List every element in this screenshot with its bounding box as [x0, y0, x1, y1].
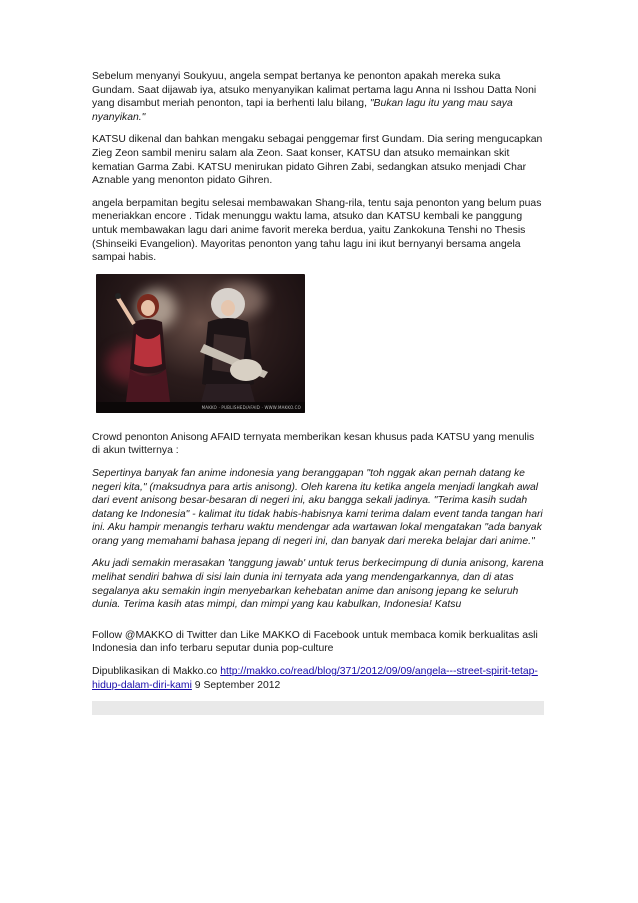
published-date: 9 September 2012	[191, 679, 281, 691]
published-prefix: Dipublikasikan di Makko.co	[92, 666, 221, 678]
performers-illustration	[96, 274, 305, 413]
article	[92, 70, 544, 715]
quote-paragraph-1: Sepertinya banyak fan anime indonesia yang beranggapan "toh nggak akan pernah datang ke negeri kita," (maksudnya para artis anisong). Oleh karena itu ketika angela menjadi langkah awal dari event anisong besar-besaran di negeri ini, aku bangga sekali jadinya. "Terima kasih sudah datang ke Indonesia" - kalimat itu tidak habis-habisnya kami terima dalam event tanda tangan hari ini. Aku hampir menangis terharu waktu mendengar ada wartawan lokal mengatakan "ada banyak orang yang memahami bahasa jepang di negeri ini, dan banyak dari mereka belajar dari anime."	[92, 467, 543, 547]
paragraph-1-text: Sebelum menyanyi Soukyuu, angela sempat bertanya ke penonton apakah mereka suka Gundam. Saat dijawab iya, atsuko menyanyikan kalimat pertama lagu Anna ni Isshou Datta Noni yang disambut meriah penonton, tapi ia berhenti lalu bilang,	[92, 71, 537, 110]
paragraph-2: KATSU dikenal dan bahkan mengaku sebagai penggemar first Gundam. Dia sering mengucapkan Zieg Zeon sambil meniru salam ala Zeon. Saat konser, KATSU dan atsuko memainkan skit kematian Garma Zabi. KATSU menirukan pidato Gihren Zabi, sedangkan atsuko menjadi Char Aznable yang menonton pidato Gihren.	[92, 134, 543, 187]
concert-photo	[96, 274, 305, 413]
quote-paragraph-2: Aku jadi semakin merasakan 'tanggung jawab' untuk terus berkecimpung di dunia anisong, karena melihat sendiri bahwa di sisi lain dunia ini ternyata ada yang mendengarkannya, dan di atas segalanya aku semakin ingin menyebarkan kehebatan anime dan anisong jepang ke seluruh dunia. Terima kasih atas mimpi, dan mimpi yang kau kabulkan, Indonesia! Katsu	[92, 558, 544, 611]
paragraph-4: Crowd penonton Anisong AFAID ternyata memberikan kesan khusus pada KATSU yang menulis di akun twitternya :	[92, 431, 535, 457]
photo-caption: MAKKO · PUBLISHED/AFAID · WWW.MAKKO.CO	[201, 404, 301, 410]
paragraph-1	[92, 70, 544, 124]
source-link[interactable]: http://makko.co/read/blog/371/2012/09/09/angela---street-spirit-tetap-hidup-dalam-diri-kami	[92, 666, 538, 691]
published-paragraph	[92, 665, 544, 692]
paragraph-3: angela berpamitan begitu selesai membawakan Shang-rila, tentu saja penonton yang belum puas meneriakkan encore . Tidak menunggu waktu lama, atsuko dan KATSU kembali ke panggung untuk membawakan lagu dari anime favorit mereka berdua, yaitu Zankokuna Tenshi no Thesis (Shinseiki Evangelion). Mayoritas penonton yang tahu lagu ini ikut bernyanyi bersama angela sampai habis.	[92, 197, 542, 264]
footer-bar	[92, 701, 544, 715]
follow-paragraph: Follow @MAKKO di Twitter dan Like MAKKO di Facebook untuk membaca komik berkualitas asli Indonesia dan info terbaru seputar dunia pop-culture	[92, 629, 538, 655]
paragraph-1-quote: "Bukan lagu itu yang mau saya nyanyikan."	[92, 98, 513, 123]
